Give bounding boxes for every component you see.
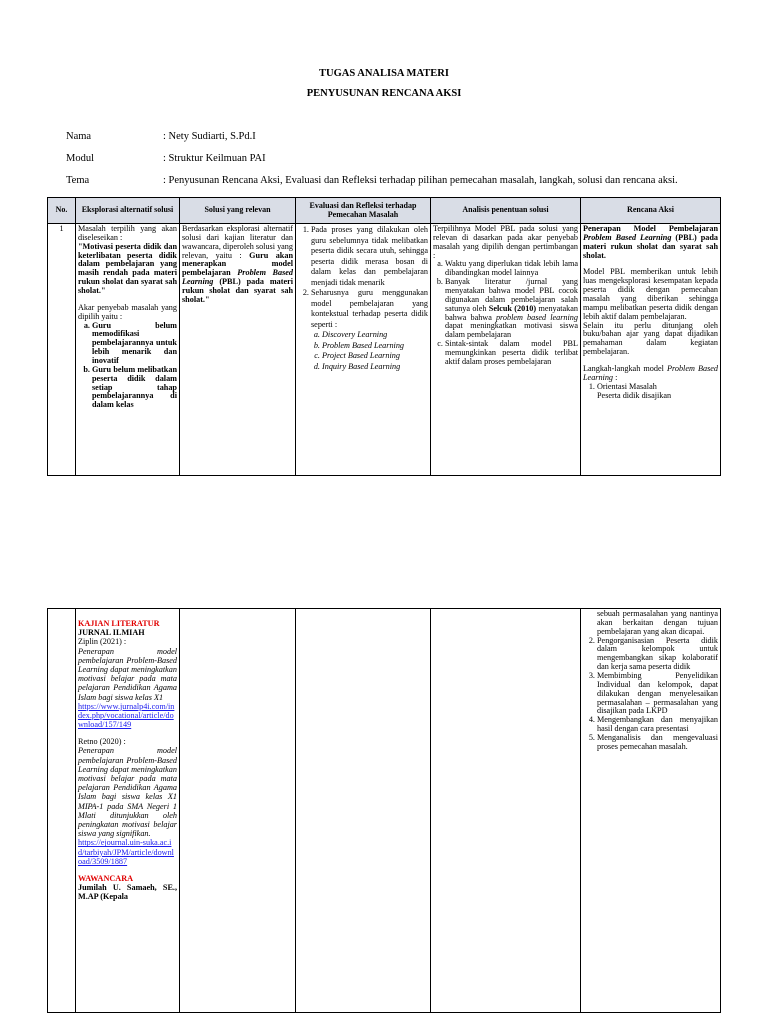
root-cause-item: a. Guru belum memodifikasi pembelajarannya untuk lebih menarik dan inovatif bbox=[92, 322, 177, 366]
wawancara-name: Jumilah U. Samaeh, SE., M.AP (Kepala bbox=[78, 883, 177, 902]
header-evaluasi: Evaluasi dan Refleksi terhadap Pemecahan Masalah bbox=[296, 198, 431, 224]
cell-analisis-empty bbox=[431, 609, 581, 1013]
model-options-list bbox=[311, 330, 428, 372]
solusi-bold-2: (PBL) pada materi rukun sholat dan syarat sah sholat." bbox=[182, 277, 294, 304]
rencana-steps-intro bbox=[583, 365, 718, 383]
eksplorasi-intro: Masalah terpilih yang akan diseleseikan : bbox=[78, 224, 177, 242]
model-option: a. Discovery Learning bbox=[322, 330, 428, 341]
model-option: c. Project Based Learning bbox=[322, 351, 428, 362]
header-solusi: Solusi yang relevan bbox=[180, 198, 296, 224]
root-cause-list bbox=[78, 322, 177, 411]
table-header-row bbox=[48, 198, 721, 224]
reference-link[interactable]: https://ejournal.uin-suka.ac.id/tarbiyah/JPM/article/download/3509/1887 bbox=[78, 838, 174, 866]
eksplorasi-root-cause-intro: Akar penyebab masalah yang dipilih yaitu : bbox=[78, 302, 177, 321]
analisis-italic: problem based learning bbox=[495, 312, 578, 322]
rencana-bold-1: Penerapan Model Pembelajaran bbox=[583, 224, 718, 233]
reference-author: Ziplin (2021) : bbox=[78, 637, 127, 647]
cell-no-empty bbox=[48, 609, 76, 1013]
model-option: d. Inquiry Based Learning bbox=[322, 362, 428, 373]
evaluasi-item bbox=[311, 288, 428, 372]
cell-no: 1 bbox=[48, 224, 76, 476]
root-cause-item: b. Guru belum melibatkan peserta didik dalam setiap tahap pembelajarannya di dalam kelas bbox=[92, 366, 177, 410]
wawancara-heading: WAWANCARA bbox=[78, 873, 134, 883]
analisis-item bbox=[445, 278, 578, 340]
document-title: TUGAS ANALISA MATERI bbox=[319, 68, 449, 79]
analysis-table-continued bbox=[47, 608, 721, 1013]
rencana-bold-2: (PBL) pada materi rukun sholat dan syarat sah sholat. bbox=[583, 232, 718, 260]
rencana-paragraph: Model PBL memberikan untuk lebih luas mengeksplorasi kesempatan kepada peserta didik dengan pemecahan masalah yang diberikan sehingga mampu melibatkan peserta didik dengan lebih aktif dalam pembelajaran. bbox=[583, 267, 718, 321]
meta-value-modul: : Struktur Keilmuan PAI bbox=[163, 153, 266, 164]
rencana-heading bbox=[583, 225, 718, 260]
analysis-table bbox=[47, 197, 721, 476]
rencana-steps-intro-colon: : bbox=[615, 372, 618, 382]
model-option: b. Problem Based Learning bbox=[322, 341, 428, 352]
cell-rencana-continued bbox=[581, 609, 721, 1013]
cell-evaluasi bbox=[296, 224, 431, 476]
header-no: No. bbox=[48, 198, 76, 224]
evaluasi-item: 1. Pada proses yang dilakukan oleh guru sebelumnya tidak melibatkan peserta didik secara utuh, sehingga peserta didik merasa bosan di dalam kelas dan pembelajaran menjadi tidak menarik bbox=[311, 225, 428, 288]
evaluasi-item-text: Seharusnya guru menggunakan model pembelajaran yang kontekstual terhadap peserta didik seperti : bbox=[311, 288, 428, 329]
rencana-step: 4. Mengembangkan dan menyajikan hasil dengan cara presentasi bbox=[597, 716, 718, 734]
analisis-text: Banyak literatur /jurnal yang menyatakan bahwa model PBL cocok digunakan dalam pembelajaran salah satunya oleh bbox=[445, 277, 578, 313]
table-row bbox=[48, 224, 721, 476]
cell-evaluasi-empty bbox=[296, 609, 431, 1013]
analisis-item: a. Waktu yang diperlukan tidak lebih lama dibandingkan model lainnya bbox=[445, 260, 578, 278]
cell-analisis bbox=[431, 224, 581, 476]
meta-value-nama: : Nety Sudiarti, S.Pd.I bbox=[163, 131, 256, 142]
rencana-step: 3. Membimbing Penyelidikan Individual dan kelompok, dapat dilakukan dengan menyelesaikan permasalahan – permasalahan yang disajikan pada LKPD bbox=[597, 672, 718, 716]
evaluasi-list bbox=[298, 225, 428, 372]
solusi-italic: Problem Based Learning bbox=[182, 268, 294, 287]
cell-solusi bbox=[180, 224, 296, 476]
kajian-literatur-heading: KAJIAN LITERATUR bbox=[78, 619, 160, 628]
reference-title: Penerapan model pembelajaran Problem-Based Learning dapat meningkatkan motivasi belajar pada mata pelajaran Pendidikan Agama Islam bagi siswa kelas X1 MIPA-1 pada SMA Negeri 1 Mlati ditunjukkan oleh peningkatan motivasi belajar siswa yang signifikan. bbox=[78, 746, 177, 839]
rencana-steps-list bbox=[583, 383, 718, 401]
cell-rencana bbox=[581, 224, 721, 476]
rencana-steps-intro-text: Langkah-langkah model bbox=[583, 364, 664, 374]
document-subtitle: PENYUSUNAN RENCANA AKSI bbox=[306, 88, 462, 99]
rencana-step bbox=[597, 383, 718, 401]
meta-value-tema: : Penyusunan Rencana Aksi, Evaluasi dan Refleksi terhadap pilihan pemecahan masalah, langkah, solusi dan rencana aksi. bbox=[163, 175, 678, 186]
analisis-text: menyatakan bahwa bahwa bbox=[445, 303, 579, 322]
cell-solusi-empty bbox=[180, 609, 296, 1013]
rencana-paragraph: Selain itu perlu ditunjang oleh buku/bahan ajar yang dapat dijadikan pemahaman dalam kegiatan pembelajaran. bbox=[583, 320, 718, 357]
cell-eksplorasi bbox=[76, 224, 180, 476]
header-analisis: Analisis penentuan solusi bbox=[431, 198, 581, 224]
header-eksplorasi: Eksplorasi alternatif solusi bbox=[76, 198, 180, 224]
analisis-list bbox=[433, 260, 578, 366]
reference-title: Penerapan model pembelajaran Problem-Based Learning dapat meningkatkan motivasi belajar pada mata pelajaran Pendidikan Agama Islam bagi siswa kelas X1 bbox=[78, 646, 177, 702]
rencana-steps-intro-italic: Problem Based Learning bbox=[583, 364, 718, 382]
cell-eksplorasi-continued bbox=[76, 609, 180, 1013]
meta-label-modul: Modul bbox=[66, 153, 95, 164]
rencana-step: 5. Menganalisis dan mengevaluasi proses pemecahan masalah. bbox=[597, 734, 718, 752]
reference-link[interactable]: https://www.jurnalp4i.com/index.php/vocational/article/download/157/149 bbox=[78, 701, 175, 730]
solusi-bold-1: Guru akan menerapkan model pembelajaran bbox=[182, 250, 293, 278]
jurnal-ilmiah-heading: JURNAL ILMIAH bbox=[78, 628, 145, 638]
analisis-intro: Terpilihnya Model PBL pada solusi yang relevan di dasarkan pada akar penyebab masalah yang dipilih dengan pertimbangan : bbox=[433, 224, 578, 260]
rencana-step-title: Orientasi Masalah bbox=[597, 381, 657, 391]
analisis-item: c. Sintak-sintak dalam model PBL memungkinkan peserta didik terlibat aktif dalam proses pembelajaran bbox=[445, 340, 578, 367]
header-rencana: Rencana Aksi bbox=[581, 198, 721, 224]
eksplorasi-problem-quote: "Motivasi peserta didik dan keterlibatan peserta didik dalam pembelajaran yang masih rendah pada materi rukun sholat dan syarat sah sholat." bbox=[78, 241, 177, 296]
analisis-text: dapat meningkatkan motivasi siswa dalam pembelajaran bbox=[445, 321, 578, 340]
meta-label-nama: Nama bbox=[66, 131, 92, 142]
rencana-steps-list-continued bbox=[583, 637, 718, 752]
rencana-italic: Problem Based Learning bbox=[583, 232, 672, 242]
meta-label-tema: Tema bbox=[66, 175, 90, 186]
rencana-step-continued: sebuah permasalahan yang nantinya akan berkaitan dengan tujuan pembelajaran yang akan dicapai. bbox=[597, 609, 718, 636]
solusi-text: Berdasarkan eksplorasi alternatif solusi dari kajian literatur dan wawancara, diperoleh solusi yang relevan, yaitu : bbox=[182, 224, 293, 260]
table-row bbox=[48, 609, 721, 1013]
rencana-step-text: Peserta didik disajikan bbox=[597, 390, 672, 400]
analisis-author: Selcuk (2010) bbox=[488, 303, 537, 313]
reference-author: Retno (2020) : bbox=[78, 737, 126, 747]
rencana-step: 2. Pengorganisasian Peserta didik dalam kelompok untuk mengembangkan sikap kolaboratif dan kerja sama peserta didik bbox=[597, 637, 718, 672]
